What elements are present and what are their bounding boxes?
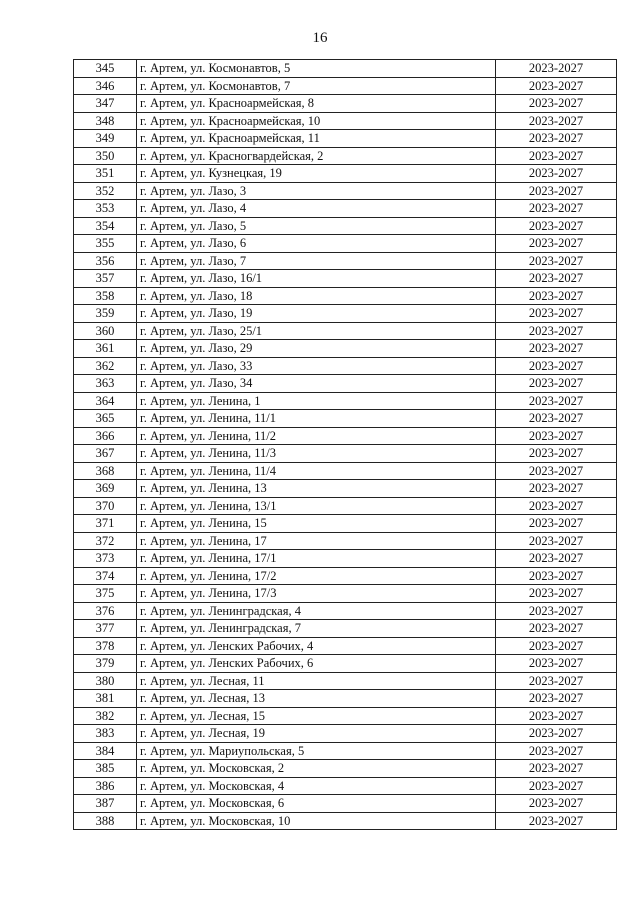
row-number-cell: 384 (74, 742, 137, 760)
address-cell: г. Артем, ул. Мариупольская, 5 (137, 742, 496, 760)
row-number-cell: 378 (74, 637, 137, 655)
address-cell: г. Артем, ул. Московская, 4 (137, 777, 496, 795)
address-cell: г. Артем, ул. Кузнецкая, 19 (137, 165, 496, 183)
row-number-cell: 345 (74, 60, 137, 78)
period-cell: 2023-2027 (496, 620, 617, 638)
row-number-cell: 375 (74, 585, 137, 603)
period-cell: 2023-2027 (496, 427, 617, 445)
address-cell: г. Артем, ул. Ленских Рабочих, 6 (137, 655, 496, 673)
table-row (74, 147, 617, 165)
address-cell: г. Артем, ул. Космонавтов, 7 (137, 77, 496, 95)
address-table (73, 59, 617, 830)
period-cell: 2023-2027 (496, 725, 617, 743)
table-row (74, 812, 617, 830)
table-row (74, 375, 617, 393)
table-row (74, 462, 617, 480)
table-row (74, 585, 617, 603)
address-cell: г. Артем, ул. Ленина, 1 (137, 392, 496, 410)
row-number-cell: 372 (74, 532, 137, 550)
period-cell: 2023-2027 (496, 95, 617, 113)
period-cell: 2023-2027 (496, 567, 617, 585)
address-cell: г. Артем, ул. Лазо, 19 (137, 305, 496, 323)
table-row (74, 235, 617, 253)
row-number-cell: 386 (74, 777, 137, 795)
row-number-cell: 363 (74, 375, 137, 393)
row-number-cell: 379 (74, 655, 137, 673)
row-number-cell: 377 (74, 620, 137, 638)
period-cell: 2023-2027 (496, 287, 617, 305)
period-cell: 2023-2027 (496, 550, 617, 568)
page-number: 16 (312, 30, 328, 46)
period-cell: 2023-2027 (496, 445, 617, 463)
period-cell: 2023-2027 (496, 795, 617, 813)
row-number-cell: 366 (74, 427, 137, 445)
row-number-cell: 373 (74, 550, 137, 568)
table-row (74, 322, 617, 340)
row-number-cell: 388 (74, 812, 137, 830)
address-cell: г. Артем, ул. Космонавтов, 5 (137, 60, 496, 78)
row-number-cell: 365 (74, 410, 137, 428)
period-cell: 2023-2027 (496, 742, 617, 760)
row-number-cell: 387 (74, 795, 137, 813)
row-number-cell: 381 (74, 690, 137, 708)
row-number-cell: 371 (74, 515, 137, 533)
table-row (74, 532, 617, 550)
row-number-cell: 356 (74, 252, 137, 270)
table-row (74, 287, 617, 305)
row-number-cell: 346 (74, 77, 137, 95)
period-cell: 2023-2027 (496, 480, 617, 498)
table-row (74, 252, 617, 270)
period-cell: 2023-2027 (496, 305, 617, 323)
period-cell: 2023-2027 (496, 340, 617, 358)
table-row (74, 637, 617, 655)
address-cell: г. Артем, ул. Ленина, 13/1 (137, 497, 496, 515)
address-cell: г. Артем, ул. Лазо, 34 (137, 375, 496, 393)
period-cell: 2023-2027 (496, 235, 617, 253)
table-row (74, 217, 617, 235)
row-number-cell: 374 (74, 567, 137, 585)
address-cell: г. Артем, ул. Лазо, 4 (137, 200, 496, 218)
row-number-cell: 353 (74, 200, 137, 218)
table-row (74, 340, 617, 358)
address-cell: г. Артем, ул. Ленина, 17/3 (137, 585, 496, 603)
period-cell: 2023-2027 (496, 252, 617, 270)
address-cell: г. Артем, ул. Московская, 10 (137, 812, 496, 830)
row-number-cell: 380 (74, 672, 137, 690)
table-row (74, 550, 617, 568)
period-cell: 2023-2027 (496, 165, 617, 183)
table-row (74, 690, 617, 708)
table-row (74, 725, 617, 743)
period-cell: 2023-2027 (496, 322, 617, 340)
period-cell: 2023-2027 (496, 60, 617, 78)
address-cell: г. Артем, ул. Ленина, 11/2 (137, 427, 496, 445)
address-cell: г. Артем, ул. Красноармейская, 11 (137, 130, 496, 148)
table-row (74, 305, 617, 323)
row-number-cell: 359 (74, 305, 137, 323)
table-row (74, 60, 617, 78)
period-cell: 2023-2027 (496, 130, 617, 148)
row-number-cell: 370 (74, 497, 137, 515)
address-cell: г. Артем, ул. Ленина, 11/4 (137, 462, 496, 480)
table-row (74, 200, 617, 218)
row-number-cell: 350 (74, 147, 137, 165)
table-row (74, 112, 617, 130)
table-row (74, 95, 617, 113)
table-row (74, 760, 617, 778)
row-number-cell: 354 (74, 217, 137, 235)
address-cell: г. Артем, ул. Лесная, 19 (137, 725, 496, 743)
table-row (74, 567, 617, 585)
row-number-cell: 362 (74, 357, 137, 375)
address-cell: г. Артем, ул. Ленина, 15 (137, 515, 496, 533)
row-number-cell: 357 (74, 270, 137, 288)
row-number-cell: 349 (74, 130, 137, 148)
table-row (74, 182, 617, 200)
table-row (74, 165, 617, 183)
period-cell: 2023-2027 (496, 410, 617, 428)
row-number-cell: 361 (74, 340, 137, 358)
address-cell: г. Артем, ул. Красноармейская, 10 (137, 112, 496, 130)
row-number-cell: 368 (74, 462, 137, 480)
period-cell: 2023-2027 (496, 270, 617, 288)
table-row (74, 357, 617, 375)
table-row (74, 480, 617, 498)
address-cell: г. Артем, ул. Лазо, 5 (137, 217, 496, 235)
period-cell: 2023-2027 (496, 707, 617, 725)
period-cell: 2023-2027 (496, 497, 617, 515)
row-number-cell: 369 (74, 480, 137, 498)
row-number-cell: 364 (74, 392, 137, 410)
address-cell: г. Артем, ул. Ленина, 11/3 (137, 445, 496, 463)
period-cell: 2023-2027 (496, 602, 617, 620)
row-number-cell: 348 (74, 112, 137, 130)
address-cell: г. Артем, ул. Лазо, 18 (137, 287, 496, 305)
row-number-cell: 351 (74, 165, 137, 183)
row-number-cell: 352 (74, 182, 137, 200)
table-row (74, 410, 617, 428)
row-number-cell: 355 (74, 235, 137, 253)
address-cell: г. Артем, ул. Ленина, 17/2 (137, 567, 496, 585)
period-cell: 2023-2027 (496, 637, 617, 655)
table-row (74, 742, 617, 760)
period-cell: 2023-2027 (496, 77, 617, 95)
row-number-cell: 383 (74, 725, 137, 743)
period-cell: 2023-2027 (496, 357, 617, 375)
table-row (74, 427, 617, 445)
row-number-cell: 385 (74, 760, 137, 778)
period-cell: 2023-2027 (496, 777, 617, 795)
period-cell: 2023-2027 (496, 515, 617, 533)
period-cell: 2023-2027 (496, 585, 617, 603)
period-cell: 2023-2027 (496, 392, 617, 410)
address-cell: г. Артем, ул. Ленинградская, 7 (137, 620, 496, 638)
address-cell: г. Артем, ул. Лесная, 13 (137, 690, 496, 708)
table-row (74, 602, 617, 620)
row-number-cell: 358 (74, 287, 137, 305)
table-row (74, 620, 617, 638)
period-cell: 2023-2027 (496, 812, 617, 830)
address-cell: г. Артем, ул. Московская, 2 (137, 760, 496, 778)
row-number-cell: 376 (74, 602, 137, 620)
address-cell: г. Артем, ул. Красногвардейская, 2 (137, 147, 496, 165)
period-cell: 2023-2027 (496, 760, 617, 778)
address-cell: г. Артем, ул. Лазо, 25/1 (137, 322, 496, 340)
table-row (74, 515, 617, 533)
address-cell: г. Артем, ул. Ленинградская, 4 (137, 602, 496, 620)
table-body (74, 60, 617, 830)
row-number-cell: 360 (74, 322, 137, 340)
address-cell: г. Артем, ул. Лазо, 6 (137, 235, 496, 253)
table-row (74, 392, 617, 410)
address-cell: г. Артем, ул. Лазо, 16/1 (137, 270, 496, 288)
table-row (74, 77, 617, 95)
table-row (74, 445, 617, 463)
address-cell: г. Артем, ул. Лазо, 33 (137, 357, 496, 375)
row-number-cell: 382 (74, 707, 137, 725)
period-cell: 2023-2027 (496, 690, 617, 708)
table-row (74, 707, 617, 725)
address-cell: г. Артем, ул. Ленина, 17 (137, 532, 496, 550)
period-cell: 2023-2027 (496, 532, 617, 550)
address-cell: г. Артем, ул. Ленских Рабочих, 4 (137, 637, 496, 655)
table-row (74, 270, 617, 288)
table-row (74, 130, 617, 148)
address-cell: г. Артем, ул. Ленина, 13 (137, 480, 496, 498)
period-cell: 2023-2027 (496, 112, 617, 130)
address-cell: г. Артем, ул. Лазо, 3 (137, 182, 496, 200)
table-row (74, 497, 617, 515)
address-cell: г. Артем, ул. Красноармейская, 8 (137, 95, 496, 113)
period-cell: 2023-2027 (496, 375, 617, 393)
address-cell: г. Артем, ул. Ленина, 11/1 (137, 410, 496, 428)
period-cell: 2023-2027 (496, 147, 617, 165)
address-cell: г. Артем, ул. Лесная, 11 (137, 672, 496, 690)
period-cell: 2023-2027 (496, 672, 617, 690)
period-cell: 2023-2027 (496, 217, 617, 235)
address-cell: г. Артем, ул. Московская, 6 (137, 795, 496, 813)
address-cell: г. Артем, ул. Лазо, 7 (137, 252, 496, 270)
address-cell: г. Артем, ул. Лесная, 15 (137, 707, 496, 725)
table-row (74, 777, 617, 795)
period-cell: 2023-2027 (496, 462, 617, 480)
row-number-cell: 347 (74, 95, 137, 113)
table-row (74, 655, 617, 673)
row-number-cell: 367 (74, 445, 137, 463)
address-cell: г. Артем, ул. Ленина, 17/1 (137, 550, 496, 568)
table-row (74, 672, 617, 690)
period-cell: 2023-2027 (496, 182, 617, 200)
period-cell: 2023-2027 (496, 200, 617, 218)
address-cell: г. Артем, ул. Лазо, 29 (137, 340, 496, 358)
period-cell: 2023-2027 (496, 655, 617, 673)
table-row (74, 795, 617, 813)
